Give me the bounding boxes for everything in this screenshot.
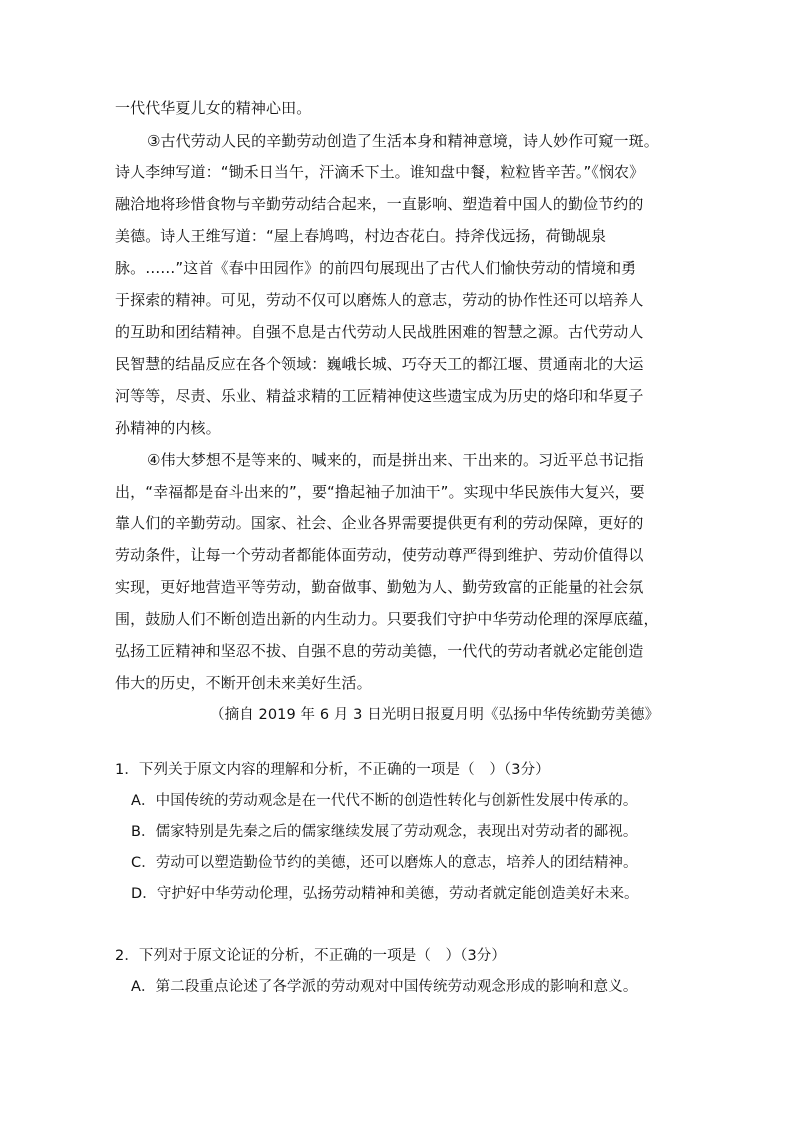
question-1-option-b[interactable]: B．儒家特别是先秦之后的儒家继续发展了劳动观念，表现出对劳动者的鄙视。 (131, 824, 638, 840)
paragraph-4-line: 围，鼓励人们不断创造出新的内生动力。只要我们守护中华劳动伦理的深厚底蕴， (115, 610, 659, 628)
paragraph-3-line: 美德。诗人王维写道：“屋上春鸠鸣，村边杏花白。持斧伐远扬，荷锄觇泉 (115, 227, 607, 245)
paragraph-3-line: 于探索的精神。可见，劳动不仅可以磨炼人的意志，劳动的协作性还可以培养人 (115, 291, 644, 309)
source-citation: （摘自 2019 年 6 月 3 日光明日报夏月明《弘扬中华传统勤劳美德》 (210, 707, 660, 723)
question-1-stem: 1．下列关于原文内容的理解和分析，不正确的一项是（ ）（3分） (115, 762, 550, 778)
paragraph-3-line: 脉。……”这首《春中田园作》的前四句展现出了古代人们愉快劳动的情境和勇 (115, 259, 637, 277)
paragraph-3-line: 孙精神的内核。 (115, 419, 221, 437)
paragraph-3-line: 的互助和团结精神。自强不息是古代劳动人民战胜困难的智慧之源。古代劳动人 (115, 323, 644, 341)
paragraph-3-line: ③古代劳动人民的辛勤劳动创造了生活本身和精神意境，诗人妙作可窥一斑。 (147, 132, 659, 150)
question-1-option-a[interactable]: A．中国传统的劳动观念是在一代代不断的创造性转化与创新性发展中传承的。 (131, 793, 638, 809)
paragraph-2-end: 一代代华夏儿女的精神心田。 (115, 99, 312, 117)
paragraph-3-line: 河等等，尽责、乐业、精益求精的工匠精神使这些遗宝成为历史的烙印和华夏子 (115, 387, 644, 405)
question-2-option-a[interactable]: A．第二段重点论述了各学派的劳动观对中国传统劳动观念形成的影响和意义。 (131, 979, 638, 995)
paragraph-4-line: 实现，更好地营造平等劳动，勤奋做事、勤勉为人、勤劳致富的正能量的社会氛 (115, 578, 644, 596)
paragraph-4-line: 靠人们的辛勤劳动。国家、社会、企业各界需要提供更有利的劳动保障，更好的 (115, 514, 644, 532)
paragraph-4-line: 出，“幸福都是奋斗出来的”，要“撸起袖子加油干”。实现中华民族伟大复兴，要 (115, 483, 645, 501)
paragraph-4-line: 劳动条件，让每一个劳动者都能体面劳动，使劳动尊严得到维护、劳动价值得以 (115, 546, 644, 564)
question-2-stem: 2．下列对于原文论证的分析，不正确的一项是（ ）（3分） (115, 948, 506, 964)
question-1-option-c[interactable]: C．劳动可以塑造勤俭节约的美德，还可以磨炼人的意志，培养人的团结精神。 (131, 855, 638, 871)
question-1-option-d[interactable]: D．守护好中华劳动伦理，弘扬劳动精神和美德，劳动者就定能创造美好未来。 (131, 886, 639, 902)
paragraph-4-line: 弘扬工匠精神和坚忍不拔、自强不息的劳动美德，一代代的劳动者就必定能创造 (115, 642, 644, 660)
paragraph-3-line: 诗人李绅写道：“锄禾日当午，汗滴禾下土。谁知盘中餐，粒粒皆辛苦。”《悯农》 (115, 163, 645, 181)
paragraph-3-line: 融洽地将珍惜食物与辛勤劳动结合起来，一直影响、塑造着中国人的勤俭节约的 (115, 195, 644, 213)
paragraph-4-line: 伟大的历史，不断开创未来美好生活。 (115, 674, 372, 692)
paragraph-3-line: 民智慧的结晶反应在各个领域：巍峨长城、巧夺天工的都江堰、贯通南北的大运 (115, 355, 644, 373)
paragraph-4-line: ④伟大梦想不是等来的、喊来的，而是拼出来、干出来的。习近平总书记指 (147, 451, 644, 469)
